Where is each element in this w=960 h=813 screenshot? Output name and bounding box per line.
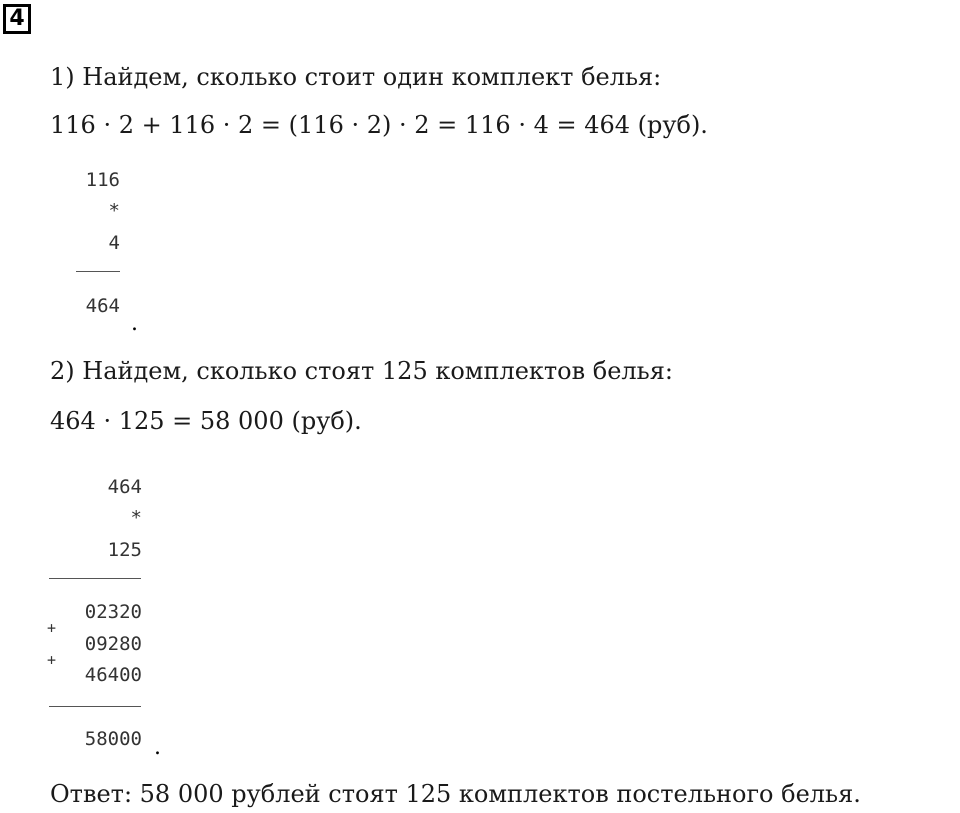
step2-heading: 2) Найдем, сколько стоят 125 комплектов белья: [50, 357, 673, 385]
step1-column-rule [76, 271, 120, 272]
step2-column-rule-top [49, 578, 141, 579]
step2-equation: 464 · 125 = 58 000 (руб). [50, 407, 362, 435]
step1-column-end-dot: . [131, 311, 138, 336]
step2-column-plus-1: + [47, 619, 57, 637]
step1-column-multiplicand: 116 [85, 169, 120, 191]
answer-line: Ответ: 58 000 рублей стоят 125 комплектов постельного белья. [50, 780, 861, 808]
task-number-badge: 4 [3, 4, 31, 34]
step2-column-rule-bottom [49, 706, 141, 707]
step2-column-multiplier: 125 [107, 539, 142, 561]
step2-column-partial-3: 46400 [84, 664, 142, 686]
step2-column-multiplicand: 464 [107, 476, 142, 498]
step1-heading: 1) Найдем, сколько стоит один комплект белья: [50, 63, 662, 91]
step2-column-operator: * [130, 507, 142, 529]
step1-column-result: 464 [85, 295, 120, 317]
step2-column-result: 58000 [84, 728, 142, 750]
step2-column-end-dot: . [154, 735, 161, 760]
step2-column-partial-1: 02320 [84, 601, 142, 623]
step2-column-plus-2: + [47, 651, 57, 669]
step1-column-operator: * [108, 200, 120, 222]
step2-column-partial-2: 09280 [84, 633, 142, 655]
step1-column-multiplier: 4 [108, 232, 120, 254]
step1-equation: 116 · 2 + 116 · 2 = (116 · 2) · 2 = 116 · 4 = 464 (руб). [50, 111, 708, 139]
